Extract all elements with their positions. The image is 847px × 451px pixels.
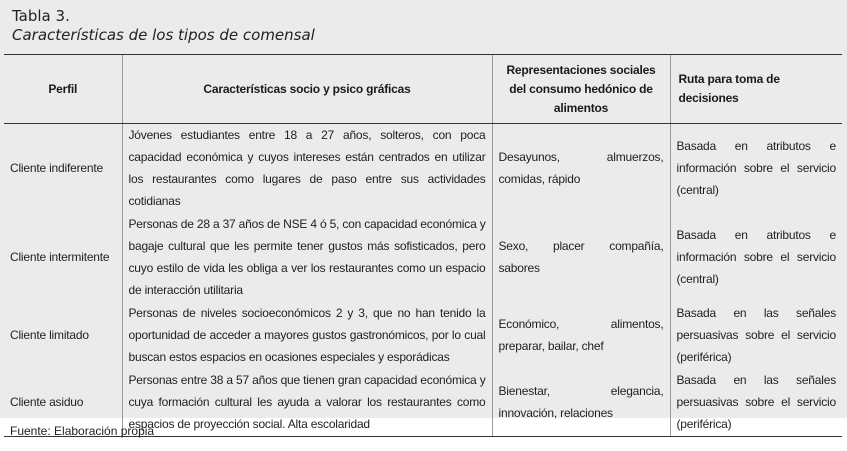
cell-representaciones: Sexo, placer compañía, sabores (492, 212, 670, 302)
header-perfil: Perfil (4, 55, 122, 124)
cell-caracteristicas: Jóvenes estudiantes entre 18 a 27 años, solteros, con poca capacidad económica y cuyos intereses están centrados en utilizar los restaurantes como lugares de paso entre sus actividades cotidianas (122, 124, 492, 213)
cell-caracteristicas: Personas de 28 a 37 años de NSE 4 ó 5, con capacidad económica y bagaje cultural que les permite tener gustos más sofisticados, pero cuyo estilo de vida les obliga a ver los restaurantes como un espacio de interacción utilitaria (122, 212, 492, 302)
comensal-types-table (4, 54, 842, 437)
table-caption (12, 7, 842, 45)
cell-perfil: Cliente indiferente (10, 161, 103, 175)
cell-perfil: Cliente intermitente (10, 250, 110, 264)
cell-ruta: Basada en las señales persuasivas sobre el servicio (periférica) (670, 302, 842, 368)
table-title: Características de los tipos de comensal (12, 26, 315, 44)
table-row (4, 212, 842, 302)
table-row (4, 302, 842, 368)
cell-caracteristicas: Personas entre 38 a 57 años que tienen gran capacidad económica y cuya formación cultural les ayuda a valorar los restaurantes como espacios de proyección social. Alta escolaridad (122, 368, 492, 437)
table-header-row (4, 55, 842, 124)
cell-representaciones: Bienestar, elegancia, innovación, relaciones (492, 368, 670, 437)
header-ruta: Ruta para toma de decisiones (670, 55, 842, 124)
table-row (4, 124, 842, 213)
table-source-note: Fuente: Elaboración propia (10, 424, 155, 438)
cell-caracteristicas: Personas de niveles socioeconómicos 2 y 3, que no han tenido la oportunidad de acceder a mayores gustos gastronómicos, por lo cual buscan estos espacios en ocasiones especiales y esporádicas (122, 302, 492, 368)
cell-representaciones: Económico, alimentos, preparar, bailar, chef (492, 302, 670, 368)
cell-ruta: Basada en atributos e información sobre el servicio (central) (670, 212, 842, 302)
cell-ruta: Basada en las señales persuasivas sobre el servicio (periférica) (670, 368, 842, 437)
cell-ruta: Basada en atributos e información sobre el servicio (central) (670, 124, 842, 213)
table-number-label: Tabla 3. (12, 7, 70, 25)
cell-perfil: Cliente limitado (10, 328, 89, 342)
cell-perfil: Cliente asiduo (4, 368, 122, 437)
cell-representaciones: Desayunos, almuerzos, comidas, rápido (492, 124, 670, 213)
header-caracteristicas: Características socio y psico gráficas (122, 55, 492, 124)
header-representaciones: Representaciones sociales del consumo hedónico de alimentos (492, 55, 670, 124)
